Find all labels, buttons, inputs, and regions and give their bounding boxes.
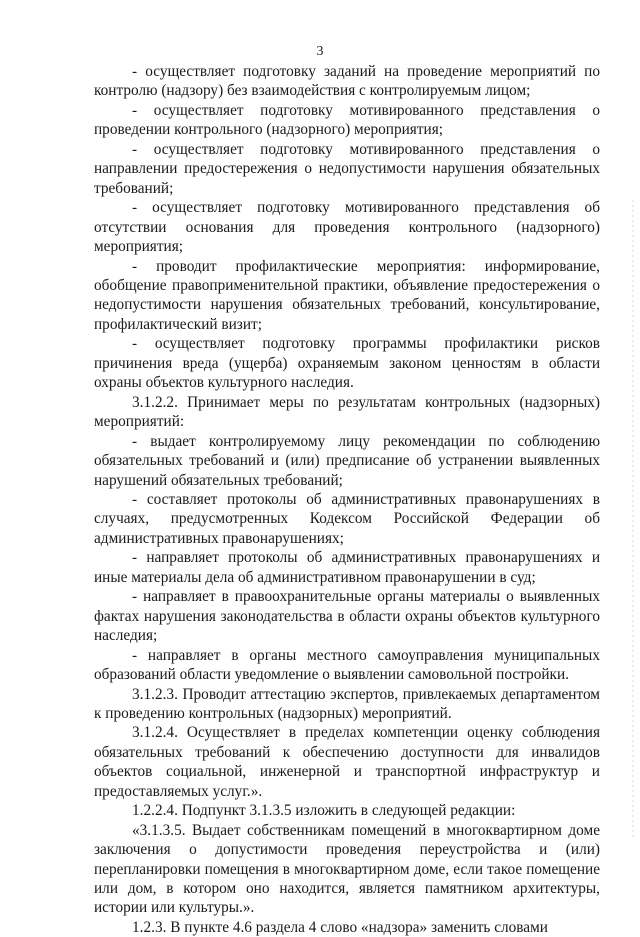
document-body	[94, 62, 600, 937]
paragraph: - осуществляет подготовку мотивированного представления об отсутствии основания для проведения контрольного (надзорного) мероприятия;	[94, 199, 600, 256]
paragraph: 1.2.3. В пункте 4.6 раздела 4 слово «надзора» заменить словами	[132, 918, 548, 936]
page-number: 3	[316, 44, 324, 59]
paragraph: 3.1.2.2. Принимает меры по результатам контрольных (надзорных) мероприятий:	[94, 393, 600, 431]
paragraph: - осуществляет подготовку программы профилактики рисков причинения вреда (ущерба) охраняемым законом ценностям в области охраны объектов культурного наследия.	[94, 335, 600, 392]
paragraph: «3.1.3.5. Выдает собственникам помещений в многоквартирном доме заключения о допустимости проведения переустройства и (или) перепланировки помещения в многоквартирном доме, если такое помещение или дом, в котором оно находится, является памятником архитектуры, истории или культуры.».	[94, 821, 600, 917]
paragraph: - направляет в правоохранительные органы материалы о выявленных фактах нарушения законодательства в области охраны объектов культурного наследия;	[94, 588, 600, 645]
paragraph: - осуществляет подготовку заданий на проведение мероприятий по контролю (надзору) без взаимодействия с контролируемым лицом;	[94, 63, 600, 100]
paragraph: 3.1.2.4. Осуществляет в пределах компетенции оценку соблюдения обязательных требований к обеспечению доступности для инвалидов объектов социальной, инженерной и транспортной инфраструктур и предоставляемых услуг.».	[94, 724, 600, 800]
paragraph: - осуществляет подготовку мотивированного представления о направлении предостережения о недопустимости нарушения обязательных требований;	[94, 140, 600, 197]
paragraph: 1.2.2.4. Подпункт 3.1.3.5 изложить в следующей редакции:	[132, 802, 516, 820]
scan-edge	[632, 200, 634, 840]
paragraph: - выдает контролируемому лицу рекомендации по соблюдению обязательных требований и (или) предписание об устранении выявленных нарушений обязательных требований;	[94, 432, 600, 489]
paragraph: 3.1.2.3. Проводит аттестацию экспертов, привлекаемых департаментом к проведению контрольных (надзорных) мероприятий.	[94, 685, 600, 722]
paragraph: - направляет в органы местного самоуправления муниципальных образований области уведомление о выявлении самовольной постройки.	[94, 646, 600, 684]
paragraph: - направляет протоколы об административных правонарушениях и иные материалы дела об административном правонарушении в суд;	[94, 549, 600, 586]
paragraph: - проводит профилактические мероприятия: информирование, обобщение правоприменительной практики, объявление предостережения о недопустимости нарушения обязательных требований, консультирование, профилактический визит;	[94, 257, 600, 333]
paragraph: - осуществляет подготовку мотивированного представления о проведении контрольного (надзорного) мероприятия;	[94, 101, 600, 139]
paragraph: - составляет протоколы об административных правонарушениях в случаях, предусмотренных Кодексом Российской Федерации об административных правонарушениях;	[94, 490, 600, 547]
